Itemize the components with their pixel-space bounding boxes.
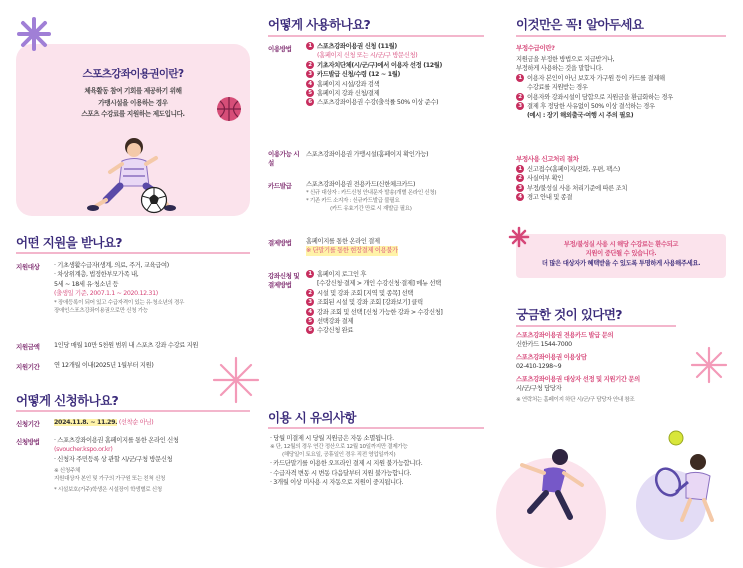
sparkle-icon: [690, 346, 728, 384]
tennis-player-illustration: [646, 420, 738, 524]
usage-course-steps: [306, 270, 443, 336]
support-title: 어떤 지원을 받나요?: [16, 235, 122, 250]
support-amount-label: 지원금액: [16, 343, 40, 351]
sparkle-icon: [16, 16, 52, 52]
support-target-label: 지원대상: [16, 263, 40, 271]
notice-refund-line: 부정하게 사용하는 것을 말합니다.: [516, 65, 603, 73]
notice-refund-item-cont: 수강료를 지원받는 경우: [527, 84, 588, 92]
usage-step: 4 홈페이지 시설/강좌 검색: [306, 80, 442, 89]
usage-card-label: 카드발급: [268, 182, 292, 190]
usage-step: 1 스포츠강좌이용권 신청 (11월): [306, 42, 442, 51]
notice-box-bottom: 더 많은 대상자가 혜택받을 수 있도록 투명하게 사용해주세요.: [541, 259, 701, 267]
contact-note: ※ 연락처는 홈페이지 하단 시/군/구 담당자 안내 참조: [516, 397, 635, 404]
usage-step: 5 홈페이지 강좌 신청/결제: [306, 89, 442, 98]
notice-refund-label: 부정수급이란?: [516, 44, 555, 52]
usage-title: 어떻게 사용하나요?: [268, 17, 371, 32]
contact-value[interactable]: 02-410-1298~9: [516, 363, 562, 371]
notice-report-item: 4 경고 안내 및 종결: [516, 193, 627, 202]
divider: [268, 35, 484, 37]
apply-line: · 신청자 주민등록 상 관할 시/군/구청 방문신청: [54, 455, 173, 463]
usage-steps: [306, 42, 442, 108]
notice-box-line: 지원이 중단될 수 있습니다.: [585, 250, 657, 258]
notice-report-item: 2 사실여부 확인: [516, 174, 627, 183]
caution-note: (해당일이 토요일, 공휴일인 경우 직전 영업일까지): [282, 452, 396, 459]
intro-line: 스포츠 수강료를 지원하는 제도입니다.: [81, 110, 185, 118]
caution-title: 이용 시 유의사항: [268, 410, 356, 425]
caution-line: · 수급자격 변동 시 변동 다음달부터 지원 불가능합니다.: [270, 469, 411, 477]
support-target-note: 장애인스포츠강좌이용권으로만 신청 가능: [54, 307, 148, 314]
notice-report-label: 부정사용 신고처리 절차: [516, 155, 579, 163]
notice-box-line: 부정/불성실 사용 시 해당 수강료는 환수되고: [563, 241, 679, 248]
apply-title: 어떻게 신청하나요?: [16, 393, 119, 408]
usage-card-note: * 기존 카드 소지자 : 신규카드발급 불필요: [306, 198, 400, 205]
intro-title: 스포츠강좌이용권이란?: [82, 68, 184, 80]
support-target-line: 5세 ~ 18세 유·청소년 등: [54, 280, 119, 288]
support-amount-text: 1인당 매월 10만 5천원 범위 내 스포츠 강좌 수강료 지원: [54, 342, 199, 349]
notice-refund-item: 2 이용자와 강좌시설이 담합으로 지원금을 환급화하는 경우: [516, 93, 673, 102]
divider: [16, 410, 250, 412]
course-step: 4 강좌 조회 및 선택 [신청 가능한 강좌 > 수강신청]: [306, 308, 443, 317]
usage-step: 2 기초자치단체(시/군/구)에서 이용자 선정 (12월): [306, 61, 442, 70]
usage-step: 3 카드발급 신청/수령 (12 ~ 1월): [306, 70, 442, 79]
course-step: 3 조회된 시설 및 강좌 조회 [강좌보기] 클릭: [306, 298, 443, 307]
usage-method-label: 이용방법: [268, 45, 292, 53]
sparkle-icon: [212, 356, 260, 404]
usage-facility-text: 스포츠강좌이용권 가맹시설(홈페이지 확인가능): [306, 151, 429, 158]
usage-card-text: 스포츠강좌이용권 전용카드(신한체크카드): [306, 181, 416, 188]
step-number: 2: [306, 289, 314, 297]
contact-value[interactable]: 신한카드 1544-7000: [516, 341, 572, 349]
step-number: 6: [306, 326, 314, 334]
item-number: 3: [516, 102, 524, 110]
apply-method: [54, 436, 179, 494]
apply-note: * 시설보호(거주)학생은 시설장이 학생별로 신청: [54, 487, 162, 494]
item-number: 4: [516, 193, 524, 201]
notice-report-item: 3 부정/불성실 사용 처리기준에 따른 조치: [516, 184, 627, 193]
usage-course-label: 강좌신청 및 결제방법: [268, 272, 300, 289]
apply-period: [54, 418, 153, 427]
step-number: 3: [306, 298, 314, 306]
usage-facility-label: 이용가능 시설: [268, 150, 300, 167]
usage-card-note: (카드 유효기간 만료 시 재발급 필요): [330, 206, 412, 213]
apply-note: 지원대상자 본인 및 가구의 가구원 또는 친척 신청: [54, 476, 166, 483]
course-step: 2 시설 및 강좌 조회 [지역 및 종목] 선택: [306, 289, 443, 298]
item-number: 3: [516, 184, 524, 192]
item-number: 1: [516, 74, 524, 82]
usage-card-note: * 신규 대상자 : 카드신청 안내문자 발송(개별 온라인 신청): [306, 190, 437, 197]
step-number: 5: [306, 89, 314, 97]
notice-report-item: 1 신고접수(홈페이지/전화, 우편, 팩스): [516, 165, 627, 174]
usage-card: [306, 180, 436, 213]
notice-title: 이것만은 꼭! 알아두세요: [516, 17, 644, 32]
usage-pay-text: 홈페이지를 통한 온라인 결제: [306, 238, 380, 245]
support-target-line: · 차상위계층, 법정한부모가족 내,: [54, 271, 139, 279]
contact-label: 스포츠강좌이용권 대상자 선정 및 지원기간 문의: [516, 375, 640, 383]
support-target: [54, 261, 184, 315]
apply-period-text: 2024.11.8. ~ 11.29.: [54, 419, 118, 426]
sparkle-icon: [508, 226, 530, 248]
notice-refund-item: 1 이용자 본인이 아닌 보호자 가구원 등이 카드를 결제해: [516, 74, 673, 83]
caution-line: · 당월 미결제 시 당월 지원금은 자동 소멸됩니다.: [270, 435, 394, 442]
caution-line: · 카드단말기를 이용한 오프라인 결제 시 지원 불가능합니다.: [270, 460, 423, 468]
caution-note: ※ 단, 12월의 경우 연간 정산으로 12월 10일까지만 결제가능: [270, 444, 408, 451]
intro-line: 가맹시설을 이용하는 경우: [98, 98, 168, 107]
support-period-text: 연 12개월 이내(2025년 1월부터 지원): [54, 362, 154, 369]
notice-report: [516, 165, 627, 203]
item-number: 2: [516, 93, 524, 101]
course-step: 6 수강신청 완료: [306, 326, 443, 335]
contact-list: [516, 331, 640, 404]
step-number: 4: [306, 80, 314, 88]
divider: [516, 325, 676, 327]
apply-url[interactable]: (svoucher.kspo.or.kr): [54, 446, 113, 454]
apply-period-tag: (선착순 아님): [118, 419, 154, 426]
notice-box: [516, 234, 726, 278]
support-period-label: 지원기간: [16, 363, 40, 371]
step-number: 4: [306, 308, 314, 316]
contact-label: 스포츠강좌이용권 전용카드 발급 문의: [516, 332, 614, 339]
step-number: 1: [306, 270, 314, 278]
runner-illustration: [500, 445, 590, 526]
usage-pay-note: ※ 단말기를 통한 현장결제 이용불가: [306, 247, 398, 255]
course-step: 5 선택강좌 결제: [306, 317, 443, 326]
divider: [16, 252, 250, 254]
apply-line: · 스포츠강좌이용권 홈페이지를 통한 온라인 신청: [54, 437, 179, 444]
support-target-line: · 기초생활수급자(생계, 의료, 주거, 교육급여): [54, 262, 169, 269]
item-number: 2: [516, 174, 524, 182]
support-target-line: (출생일 기준, 2007.1.1 ~ 2020.12.31): [54, 290, 158, 298]
support-target-note: * 장애등록이 되어 있고 수급자격이 있는 유·청소년의 경우: [54, 299, 185, 306]
usage-pay: [306, 237, 398, 256]
course-step: 1 홈페이지 로그인 후: [306, 270, 443, 279]
caution-list: [270, 434, 422, 488]
apply-period-label: 신청기간: [16, 420, 40, 428]
course-step-note: [수강신청·결제 > 개인 수강신청·결제] 메뉴 선택: [317, 280, 441, 288]
notice-refund-line: 지원금을 부정한 방법으로 지급받거나,: [516, 56, 615, 63]
item-number: 1: [516, 165, 524, 173]
contact-value: 시/군/구청 담당자: [516, 385, 562, 393]
notice-refund-item-cont: (예시 : 장기 해외출국·여행 시 주의 필요): [527, 112, 634, 120]
soccer-ball-icon: [140, 186, 168, 214]
step-number: 1: [306, 42, 314, 50]
apply-note: ※ 신청주체: [54, 468, 80, 475]
step-number: 2: [306, 61, 314, 69]
intro-text: [16, 86, 250, 121]
step-number: 6: [306, 98, 314, 106]
intro-line: 체육활동 참여 기회를 제공하기 위해: [84, 87, 182, 95]
caution-line: · 3개월 이상 미사용 시 자동으로 지원이 중지됩니다.: [270, 479, 404, 487]
apply-method-label: 신청방법: [16, 438, 40, 446]
step-number: 3: [306, 70, 314, 78]
usage-step-note: (홈페이지 신청 또는 시/군/구 방문신청): [317, 52, 418, 60]
usage-pay-label: 결제방법: [268, 239, 292, 247]
divider: [268, 427, 484, 429]
basketball-icon: [216, 96, 242, 122]
divider: [516, 35, 726, 37]
notice-refund-item: 3 결제 후 정당한 사유없이 50% 이상 결석하는 경우: [516, 102, 673, 111]
usage-step: 6 스포츠강좌이용권 수강(출석률 50% 이상 준수): [306, 98, 442, 107]
notice-refund: [516, 55, 673, 121]
contact-title: 궁금한 것이 있다면?: [516, 307, 622, 322]
contact-label: 스포츠강좌이용권 이용상담: [516, 353, 587, 361]
step-number: 5: [306, 317, 314, 325]
